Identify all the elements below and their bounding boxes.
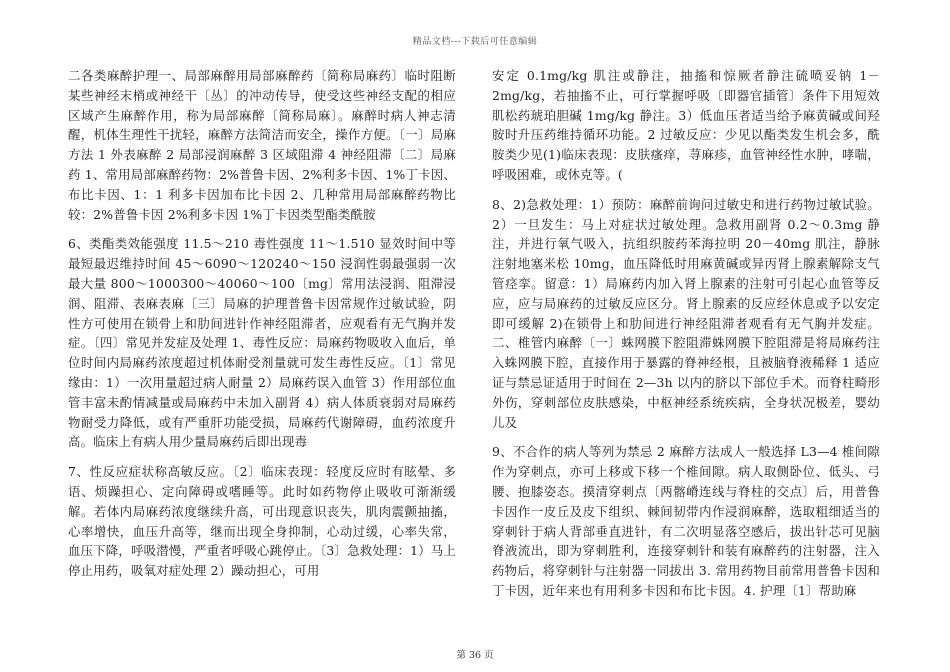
paragraph: 安定 0.1mg/kg 肌注或静注，抽搐和惊厥者静注硫喷妥钠 1－2mg/kg，若抽搐不止，可行掌握呼吸〔即器官插管〕条件下用短效肌松药琥珀胆碱 1mg/kg 静注。3）低血压者适当给予麻黄碱或间羟胺时升压药维持循环功能。2 过敏反应：少见以酯类发生机会多，酰胺类少见(1)临床表现：皮肤瘙痒，荨麻疹，血管神经性水肿，哮喘，呼吸困难，或休克等。( — [492, 68, 880, 182]
paragraph: 6、类酯类效能强度 11.5～210 毒性强度 11～1.510 显效时间中等最短最迟维持时间 45～6090～120240～150 浸润性弱最强弱一次最大量 800～1000300～40060～100〔mg〕常用法浸润、阻滞浸润、阻滞、表麻表麻〔三〕局麻的护理普鲁卡因常规作过敏试验，阴性方可使用在锁骨上和肋间进针作神经阻滞者，应观看有无气胸并发症。〔四〕常见并发症及处理 1、毒性反应：局麻药物吸收入血后，单位时间内局麻药浓度超过机体耐受剂量就可发生毒性反应。〔1〕常见缘由：1）一次用量超过病人耐量 2）局麻药误入血管 3）作用部位血管丰富未酌情减量或局麻药中未加入副肾 4）病人体质衰弱对局麻药物耐受力降低，或有严重肝功能受损，局麻药代谢障碍，血药浓度升高。临床上有病人用少量局麻药后即出现毒 — [68, 236, 456, 450]
paragraph: 二各类麻醉护理一、局部麻醉用局部麻醉药〔简称局麻药〕临时阻断某些神经末梢或神经干〔丛〕的冲动传导，使受这些神经支配的相应区域产生麻醉作用，称为局部麻醉〔简称局麻〕。麻醉时病人神志清醒，机体生理性干扰轻，麻醉方法简洁而安全，操作方便。〔一〕局麻方法 1 外表麻醉 2 局部浸润麻醉 3 区域阻滞 4 神经阻滞〔二〕局麻药 1、常用局部麻醉药物：2%普鲁卡因、2%利多卡因、1%丁卡因、布比卡因、1：1 利多卡因加布比卡因 2、几种常用局部麻醉药物比较：2%普鲁卡因 2%利多卡因 1%丁卡因类型酯类酰胺 — [68, 68, 456, 222]
paragraph: 8、2)急救处理：1）预防：麻醉前询问过敏史和进行药物过敏试验。2）一旦发生：马上对症状过敏处理。急救用副肾 0.2～0.3mg 静注，并进行氧气吸入，抗组织胺药苯海拉明 20－40mg 肌注，静脉注射地塞米松 10mg，血压降低时用麻黄碱或异丙肾上腺素解除支气管痉挛。留意：1）局麻药内加入肾上腺素的注射可引起心血管等反应，应与局麻药的过敏反应区分。肾上腺素的反应经休息或予以安定即可缓解 2)在锁骨上和肋间进行神经阻滞者观看有无气胸并发症。二、椎管内麻醉〔一〕蛛网膜下腔阻滞蛛网膜下腔阻滞是将局麻药注入蛛网膜下腔，直接作用于暴露的脊神经根，且被脑脊液稀释 1 适应证与禁忌证适用于时间在 2—3h 以内的脐以下部位手术。而脊柱畸形外伤，穿刺部位皮肤感染，中枢神经系统疾病，全身状况极差，婴幼儿及 — [492, 196, 880, 430]
page-number: 第 36 页 — [456, 650, 494, 661]
paragraph: 9、不合作的病人等列为禁忌 2 麻醉方法成人一般选择 L3—4 椎间隙作为穿刺点，亦可上移或下移一个椎间隙。病人取侧卧位、低头、弓腰、抱膝姿态。摸清穿刺点〔两髂嵴连线与脊柱的交点〕后，用普鲁卡因作一皮丘及皮下组织、棘间韧带内作浸润麻醉，选取粗细适当的穿刺针于病人背部垂直进针，有二次明显落空感后，拔出针芯可见脑脊液流出，即为穿刺胜利，连接穿刺针和装有麻醉药的注射器，注入药物后，将穿刺针与注射器一同拔出 3. 常用药物目前常用普鲁卡因和丁卡因，近年来也有用利多卡因和布比卡因。4. 护理〔1〕帮助麻 — [492, 444, 880, 598]
paragraph: 7、性反应症状称高敏反应。〔2〕临床表现：轻度反应时有眩晕、多语、烦躁担心、定向障碍或嗜睡等。此时如药物停止吸收可渐渐缓解。若体内局麻药浓度继续升高，可出现意识丧失，肌肉震颤抽搐，心率增快，血压升高等，继而出现全身抑制，心动过缓，心率失常，血压下降，呼吸潜慢，严重者呼吸心跳停止。〔3〕急救处理：1）马上停止用药，吸氧对症处理 2）躁动担心，可用 — [68, 464, 456, 579]
page-header: 精品文档---下载后可任意编辑 — [412, 37, 538, 47]
left-column — [68, 66, 456, 591]
right-column — [492, 66, 880, 611]
